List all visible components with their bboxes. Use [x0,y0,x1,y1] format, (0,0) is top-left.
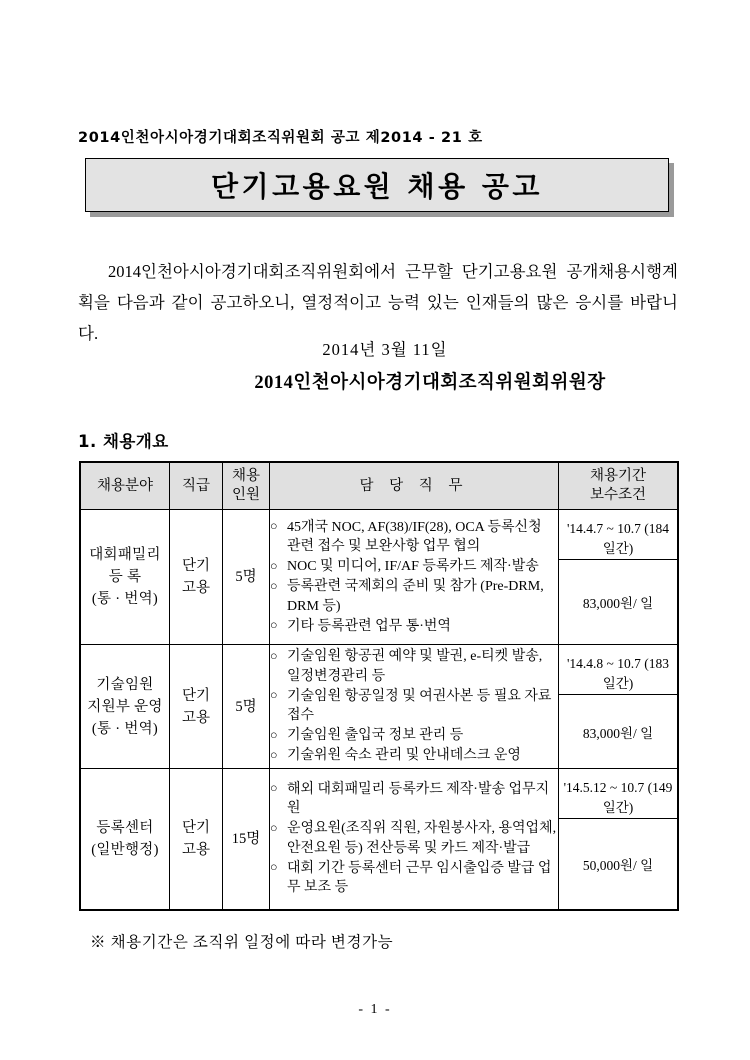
employment-period: '14.5.12 ~ 10.7 (149일간) [559,769,677,819]
grade-line: 고용 [181,842,210,858]
cell-field [80,645,170,769]
recruitment-table [79,461,679,911]
cell-duty [270,645,559,769]
term-inner [559,645,677,768]
field-line: (통 · 번역) [91,591,159,607]
duty-item: ○ 등록관련 국제회의 준비 및 참가 (Pre-DRM, DRM 등) [270,577,558,616]
daily-pay: 83,000원/ 일 [582,596,654,611]
grade-line: 단기 [181,820,210,836]
cell-field [80,510,170,645]
title-banner-box [85,158,669,212]
field-line: 등 록 [108,569,142,585]
field-line: 등록센터 [96,820,154,836]
section-heading-recruitment-overview: 1. 채용개요 [78,432,169,451]
column-header-term-line2: 보수조건 [589,487,647,503]
field-line: 지원부 운영 [87,698,163,715]
field-line: (통 · 번역) [91,720,159,737]
cell-duty [270,769,559,911]
duty-item: ○ NOC 및 미디어, IF/AF 등록카드 제작·발송 [270,557,558,577]
recruitment-table-wrapper [79,461,671,911]
term-inner [559,769,677,909]
daily-pay: 50,000원/ 일 [582,858,654,873]
column-header-duty: 담 당 직 무 [270,462,559,510]
field-line: (일반행정) [91,842,159,858]
cell-grade [170,769,223,911]
cell-count: 5명 [223,645,270,769]
duty-item: ○ 기술임원 출입국 정보 관리 등 [270,726,558,746]
table-body [80,510,678,911]
duty-item: ○ 대회 기간 등록센터 근무 임시출입증 발급 업무 보조 등 [270,859,558,898]
document-number: 2014인천아시아경기대회조직위원회 공고 제2014 - 21 호 [78,130,483,146]
duty-item: ○ 기술임원 항공일정 및 여권사본 등 필요 자료 접수 [270,687,558,726]
duty-item: ○ 기타 등록관련 업무 통·번역 [270,617,558,637]
column-header-term [559,462,679,510]
duty-list [270,518,558,637]
table-footnote: ※ 채용기간은 조직위 일정에 따라 변경가능 [90,934,394,951]
page-number: - 1 - [358,1002,392,1017]
field-line: 기술임원 [96,676,154,693]
employment-period: '14.4.7 ~ 10.7 (184일간) [559,510,677,560]
cell-term [559,769,679,911]
cell-count: 5명 [223,510,270,645]
grade-line: 고용 [181,709,210,726]
cell-count: 15명 [223,769,270,911]
cell-grade [170,510,223,645]
cell-duty [270,510,559,645]
grade-line: 단기 [181,687,210,704]
grade-line: 고용 [181,580,210,596]
column-header-field: 채용분야 [80,462,170,510]
grade-line: 단기 [181,558,210,574]
duty-item: ○ 운영요원(조직위 직원, 자원봉사자, 용역업체, 안전요원 등) 전산등록 및 카드 제작·발급 [270,819,558,858]
field-name-lines [81,817,169,861]
table-header-row [80,462,678,510]
duty-item: ○ 기술위원 숙소 관리 및 안내데스크 운영 [270,746,558,766]
cell-grade [170,645,223,769]
column-header-count-line1: 채용 [231,468,260,484]
cell-term [559,645,679,769]
term-inner [559,510,677,644]
duty-list [270,647,558,766]
field-name-lines [81,674,169,740]
cell-term [559,510,679,645]
column-header-term-line1: 채용기간 [589,468,647,484]
field-line: 대회패밀리 [89,547,161,563]
issue-date: 2014년 3월 11일 [322,340,448,359]
table-row [80,769,678,911]
daily-pay: 83,000원/ 일 [582,725,654,741]
cell-field [80,769,170,911]
column-header-grade: 직급 [170,462,223,510]
duty-item: ○ 해외 대회패밀리 등록카드 제작·발송 업무지원 [270,780,558,819]
table-header [80,462,678,510]
intro-paragraph: 2014인천아시아경기대회조직위원회에서 근무할 단기고용요원 공개채용시행계획을 다음과 같이 공고하오니, 열정적이고 능력 있는 인재들의 많은 응시를 바랍니다. [78,262,678,343]
field-name-lines [81,544,169,610]
table-row [80,645,678,769]
duty-item: ○ 기술임원 항공권 예약 및 발권, e-티켓 발송, 일정변경관리 등 [270,647,558,686]
column-header-count-line2: 인원 [231,487,260,503]
title-banner [85,158,669,212]
column-header-count [223,462,270,510]
document-title: 단기고용요원 채용 공고 [211,170,543,203]
duty-list [270,780,558,898]
issuer-signature: 2014인천아시아경기대회조직위원회위원장 [254,373,606,393]
duty-item: ○ 45개국 NOC, AF(38)/IF(28), OCA 등록신청 관련 접수 및 보완사항 업무 협의 [270,518,558,557]
table-row [80,510,678,645]
employment-period: '14.4.8 ~ 10.7 (183일간) [559,645,677,695]
